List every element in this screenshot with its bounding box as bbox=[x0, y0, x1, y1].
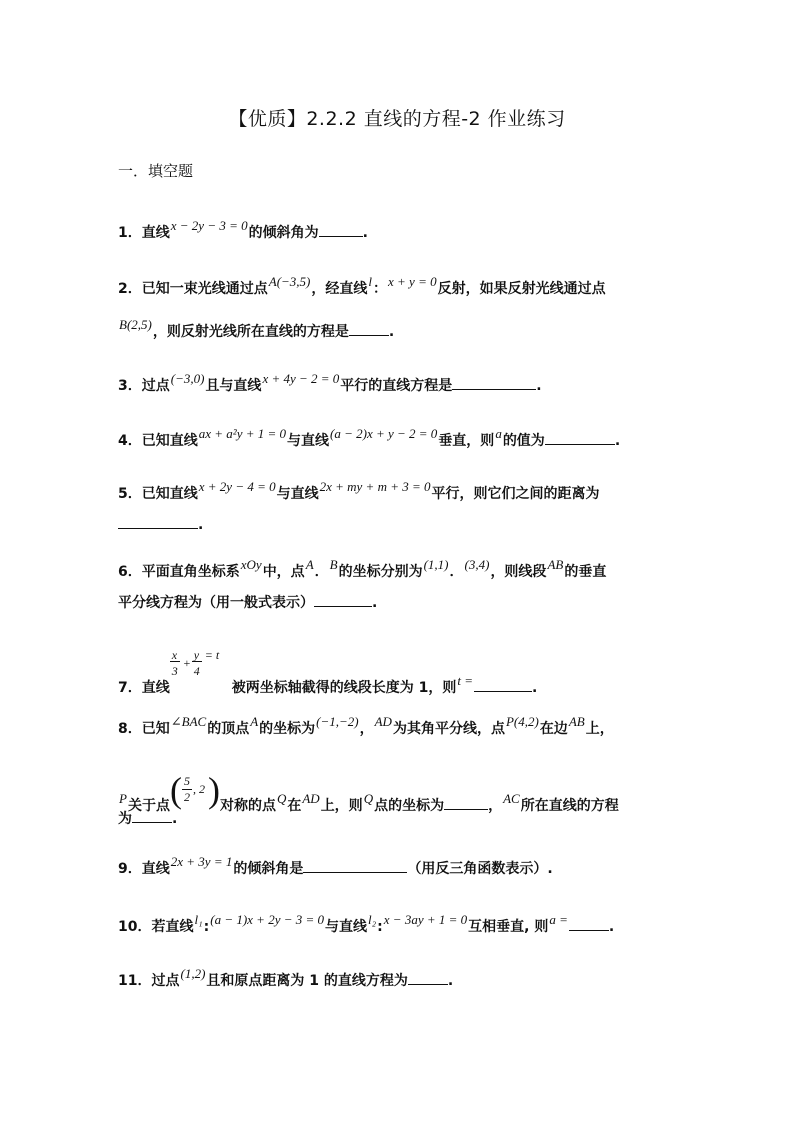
question-number: 11． bbox=[118, 973, 152, 989]
section-heading: 一．填空题 bbox=[118, 162, 194, 180]
math-expression: A bbox=[305, 557, 314, 572]
question-number: 2． bbox=[118, 281, 142, 297]
math-expression: x − 2y − 3 = 0 bbox=[170, 218, 248, 233]
question-text: 且和原点距离为 1 的直线方程为 bbox=[206, 973, 408, 989]
answer-blank[interactable] bbox=[545, 430, 615, 445]
question-number: 1． bbox=[118, 225, 142, 241]
question-number: 9． bbox=[118, 861, 142, 877]
math-expression: 2x + 3y = 1 bbox=[170, 854, 233, 869]
denominator: 4 bbox=[193, 664, 200, 678]
math-expression: l bbox=[368, 274, 372, 289]
question-text: 平分线方程为（用一般式表示） bbox=[118, 595, 314, 611]
math-expression: A(−3,5) bbox=[268, 274, 311, 289]
math-expression: (1,1) bbox=[423, 557, 449, 572]
question-text: ． bbox=[449, 564, 464, 580]
question-text: : bbox=[377, 919, 383, 935]
math-expression: (a − 1)x + 2y − 3 = 0 bbox=[210, 912, 325, 927]
question-text: 已知直线 bbox=[141, 486, 198, 502]
question-text: ，则反射光线所在直线的方程是 bbox=[152, 324, 349, 340]
math-expression: x + 4y − 2 = 0 bbox=[262, 371, 340, 386]
question-text: 平面直角坐标系 bbox=[141, 564, 240, 580]
question-text: 与直线 bbox=[287, 433, 330, 449]
question-text: . bbox=[447, 973, 454, 989]
denominator: 3 bbox=[171, 664, 178, 678]
math-expression: AB bbox=[568, 714, 585, 729]
question-text: . bbox=[388, 324, 395, 340]
math-expression: a bbox=[495, 426, 502, 441]
answer-blank[interactable] bbox=[408, 970, 448, 985]
question-text: ，则线段 bbox=[490, 564, 547, 580]
question-text: . bbox=[536, 378, 542, 394]
question-number: 5． bbox=[118, 486, 142, 502]
question-5 bbox=[118, 479, 688, 503]
question-9 bbox=[118, 854, 688, 878]
question-text: 若直线 bbox=[151, 919, 194, 935]
math-expression: ∠BAC bbox=[170, 714, 207, 729]
question-text: 被两坐标轴截得的线段长度为 1，则 bbox=[231, 680, 457, 696]
math-expression: Q bbox=[276, 791, 287, 806]
question-text: 反射，如果反射光线通过点 bbox=[437, 281, 606, 297]
question-text: . bbox=[172, 811, 178, 827]
question-text: . bbox=[362, 225, 368, 241]
fraction-expression bbox=[170, 646, 232, 676]
question-text: . bbox=[614, 433, 621, 449]
question-4 bbox=[118, 426, 688, 450]
question-text: 上， bbox=[585, 721, 614, 737]
question-text: 在 bbox=[287, 798, 302, 814]
math-expression: (−1,−2) bbox=[316, 714, 359, 729]
question-text: 所在直线的方程 bbox=[520, 798, 619, 814]
question-1 bbox=[118, 218, 688, 242]
math-expression: a = bbox=[549, 912, 568, 927]
math-expression: AC bbox=[503, 791, 520, 806]
answer-blank[interactable] bbox=[452, 375, 536, 390]
answer-blank[interactable] bbox=[474, 677, 532, 692]
question-text: . bbox=[608, 919, 615, 935]
question-number: 10． bbox=[118, 919, 152, 935]
math-expression: x − 3ay + 1 = 0 bbox=[383, 912, 468, 927]
question-10 bbox=[118, 912, 688, 936]
question-text: ，经直线 bbox=[311, 281, 368, 297]
page-title: 【优质】2.2.2 直线的方程-2 作业练习 bbox=[228, 108, 566, 130]
math-expression: AB bbox=[547, 557, 564, 572]
math-expression: P(4,2) bbox=[505, 714, 539, 729]
question-text: : bbox=[203, 919, 210, 935]
question-text: 直线 bbox=[141, 680, 170, 696]
question-text: 与直线 bbox=[276, 486, 319, 502]
math-expression: (1,2) bbox=[180, 966, 206, 981]
question-text: 过点 bbox=[151, 973, 180, 989]
math-expression: (3,4) bbox=[464, 557, 490, 572]
question-text: 已知一束光线通过点 bbox=[141, 281, 268, 297]
question-11 bbox=[118, 966, 688, 990]
math-expression: 2x + my + m + 3 = 0 bbox=[319, 479, 431, 494]
question-8 bbox=[118, 714, 688, 738]
math-expression: ax + a²y + 1 = 0 bbox=[198, 426, 287, 441]
math-expression: t = bbox=[457, 673, 474, 688]
question-7 bbox=[118, 648, 688, 697]
question-text: . bbox=[198, 517, 204, 533]
question-text: 直线 bbox=[141, 225, 170, 241]
math-expression: (a − 2)x + y − 2 = 0 bbox=[330, 426, 438, 441]
answer-blank[interactable] bbox=[118, 514, 198, 529]
question-6-cont bbox=[118, 592, 688, 612]
question-text: . bbox=[372, 595, 378, 611]
math-expression: AD bbox=[302, 791, 320, 806]
math-expression: x + y = 0 bbox=[388, 274, 437, 289]
question-number: 7． bbox=[118, 680, 142, 696]
question-2 bbox=[118, 274, 688, 298]
plus-sign: + bbox=[182, 656, 191, 670]
question-text: 为其角平分线，点 bbox=[392, 721, 505, 737]
answer-blank[interactable] bbox=[319, 222, 363, 237]
question-text: 与直线 bbox=[325, 919, 368, 935]
answer-blank[interactable] bbox=[303, 858, 407, 873]
question-text: 垂直，则 bbox=[438, 433, 495, 449]
question-text: 的倾斜角是 bbox=[233, 861, 304, 877]
question-text: 平行的直线方程是 bbox=[340, 378, 453, 394]
numerator: x bbox=[171, 648, 178, 662]
question-text: 在边 bbox=[539, 721, 568, 737]
question-text: 互相垂直, 则 bbox=[468, 919, 549, 935]
question-2-cont bbox=[118, 317, 688, 341]
question-number: 8． bbox=[118, 721, 142, 737]
question-6 bbox=[118, 557, 688, 581]
question-text: 对称的点 bbox=[219, 798, 276, 814]
question-text: 的值为 bbox=[502, 433, 545, 449]
question-text: 已知直线 bbox=[141, 433, 198, 449]
question-text: ， bbox=[359, 721, 374, 737]
numerator: y bbox=[193, 648, 200, 662]
coordinate: , 2 bbox=[192, 781, 205, 796]
math-expression: P bbox=[119, 791, 127, 806]
question-text: 的坐标分别为 bbox=[338, 564, 423, 580]
point-expression: ( 5 2 , 2 ) bbox=[169, 770, 220, 810]
question-text: ． bbox=[314, 564, 329, 580]
question-text: 关于点 bbox=[127, 798, 170, 814]
math-expression: l₁ bbox=[194, 912, 203, 927]
denominator: 2 bbox=[183, 789, 190, 804]
question-text: 已知 bbox=[141, 721, 170, 737]
question-text: 的顶点 bbox=[207, 721, 250, 737]
question-text: 的倾斜角为 bbox=[248, 225, 319, 241]
math-expression: B bbox=[329, 557, 338, 572]
math-expression: x + 2y − 4 = 0 bbox=[198, 479, 276, 494]
math-expression: (−3,0) bbox=[170, 371, 205, 386]
answer-blank[interactable] bbox=[569, 916, 609, 931]
question-5-cont bbox=[118, 514, 688, 534]
answer-blank[interactable] bbox=[314, 592, 372, 607]
question-text: ： bbox=[373, 281, 387, 297]
question-text: 过点 bbox=[141, 378, 170, 394]
answer-blank[interactable] bbox=[349, 321, 389, 336]
question-8-cont2 bbox=[118, 808, 688, 828]
question-text: 且与直线 bbox=[205, 378, 262, 394]
question-text: 的坐标为 bbox=[259, 721, 316, 737]
question-text: 中，点 bbox=[262, 564, 305, 580]
question-text: 的垂直 bbox=[564, 564, 607, 580]
question-text: . bbox=[532, 680, 538, 696]
question-text: （用反三角函数表示）. bbox=[407, 861, 553, 877]
numerator: 5 bbox=[183, 773, 190, 788]
question-number: 6． bbox=[118, 564, 142, 580]
question-text: ， bbox=[488, 798, 503, 814]
math-expression: l₂ bbox=[368, 912, 377, 927]
math-expression: A bbox=[250, 714, 259, 729]
question-number: 3． bbox=[118, 378, 142, 394]
math-expression: xOy bbox=[240, 557, 262, 572]
equals-t: = t bbox=[204, 648, 220, 662]
math-expression: B(2,5) bbox=[119, 317, 152, 332]
question-3 bbox=[118, 371, 688, 395]
question-text: 上，则 bbox=[320, 798, 363, 814]
question-text: 为 bbox=[118, 811, 132, 827]
question-text: 点的坐标为 bbox=[374, 798, 445, 814]
question-text: 直线 bbox=[141, 861, 170, 877]
question-number: 4． bbox=[118, 433, 142, 449]
answer-blank[interactable] bbox=[132, 808, 172, 823]
math-expression: Q bbox=[363, 791, 374, 806]
math-expression: AD bbox=[374, 714, 392, 729]
question-text: 平行，则它们之间的距离为 bbox=[431, 486, 600, 502]
